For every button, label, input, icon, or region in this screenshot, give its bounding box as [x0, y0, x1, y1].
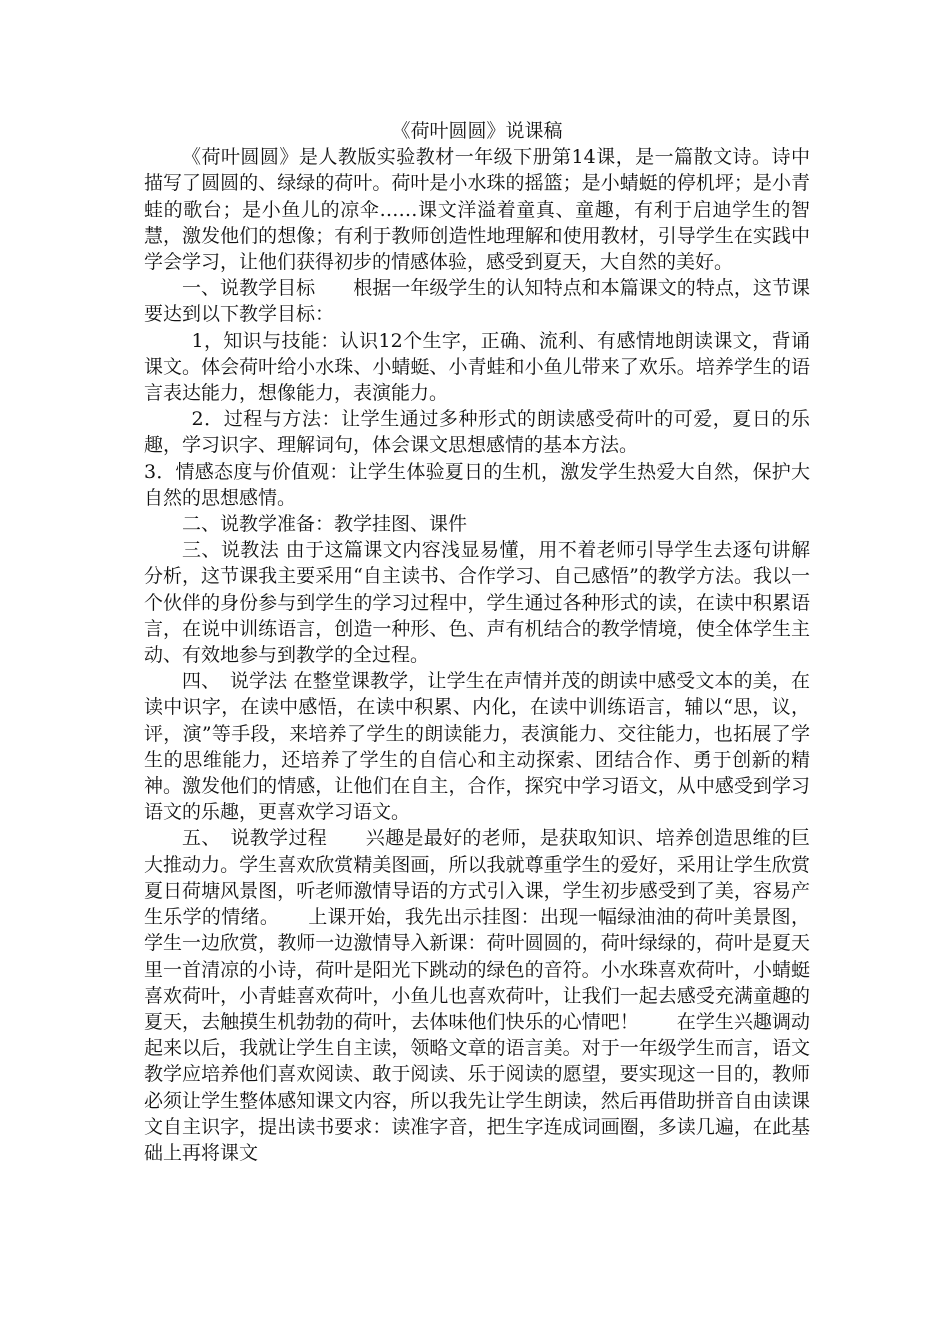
paragraph-teaching-goals: 一、说教学目标 根据一年级学生的认知特点和本篇课文的特点，这节课要达到以下教学目标： — [144, 277, 810, 326]
paragraph-teaching-process: 五、 说教学过程 兴趣是最好的老师，是获取知识、培养创造思维的巨大推动力。学生喜欢欣赏精美图画，所以我就尊重学生的爱好，采用让学生欣赏夏日荷塘风景图，听老师激情导语的方式引入课，学生初步感受到了美，容易产生乐学的情绪。 上课开始，我先出示挂图：出现一幅绿油油的荷叶美景图，学生一边欣赏，教师一边激情导入新课：荷叶圆圆的，荷叶绿绿的，荷叶是夏天里一首清凉的小诗，荷叶是阳光下跳动的绿色的音符。小水珠喜欢荷叶，小蜻蜓喜欢荷叶，小青蛙喜欢荷叶，小鱼儿也喜欢荷叶，让我们一起去感受充满童趣的夏天，去触摸生机勃勃的荷叶，去体味他们快乐的心情吧！ 在学生兴趣调动起来以后，我就让学生自主读，领略文章的语言美。对于一年级学生而言，语文教学应培养他们喜欢阅读、敢于阅读、乐于阅读的愿望，要实现这一目的，教师必须让学生整体感知课文内容，所以我先让学生朗读，然后再借助拼音自由读课文自主识字，提出读书要求：读准字音，把生字连成词画圈，多读几遍，在此基础上再将课文 — [144, 827, 810, 1164]
document-page — [144, 118, 810, 1166]
paragraph-goal-process: 2．过程与方法：让学生通过多种形式的朗读感受荷叶的可爱，夏日的乐趣，学习识字、理解词句，体会课文思想感情的基本方法。 — [144, 408, 810, 457]
paragraph-teaching-method: 三、说教法 由于这篇课文内容浅显易懂，用不着老师引导学生去逐句讲解分析，这节课我主要采用“自主读书、合作学习、自己感悟”的教学方法。我以一个伙伴的身份参与到学生的学习过程中，学生通过各种形式的读，在读中积累语言，在说中训练语言，创造一种形、色、声有机结合的教学情境，使全体学生主动、有效地参与到教学的全过程。 — [144, 539, 810, 667]
paragraph-preparation: 二、说教学准备：教学挂图、课件 — [182, 513, 468, 536]
paragraph-goal-knowledge: 1，知识与技能：认识12个生字，正确、流利、有感情地朗读课文，背诵课文。体会荷叶给小水珠、小蜻蜓、小青蛙和小鱼儿带来了欢乐。培养学生的语言表达能力，想像能力，表演能力。 — [144, 329, 810, 405]
document-title: 《荷叶圆圆》说课稿 — [391, 120, 563, 142]
paragraph-learning-method: 四、 说学法 在整堂课教学，让学生在声情并茂的朗读中感受文本的美，在读中识字，在读中感悟，在读中积累、内化，在读中训练语言，辅以“思，议，评，演”等手段，来培养了学生的朗读能力，表演能力、交往能力，也拓展了学生的思维能力，还培养了学生的自信心和主动探索、团结合作、勇于创新的精神。激发他们的情感，让他们在自主，合作，探究中学习语文，从中感受到学习语文的乐趣，更喜欢学习语文。 — [144, 670, 810, 824]
paragraph-goal-attitude: 3．情感态度与价值观：让学生体验夏日的生机，激发学生热爱大自然，保护大自然的思想感情。 — [144, 460, 810, 509]
paragraph-intro: 《荷叶圆圆》是人教版实验教材一年级下册第14课，是一篇散文诗。诗中描写了圆圆的、绿绿的荷叶。荷叶是小水珠的摇篮；是小蜻蜓的停机坪；是小青蛙的歌台；是小鱼儿的凉伞……课文洋溢着童真、童趣，有利于启迪学生的智慧，激发他们的想像；有利于教师创造性地理解和使用教材，引导学生在实践中学会学习，让他们获得初步的情感体验，感受到夏天，大自然的美好。 — [144, 146, 810, 274]
